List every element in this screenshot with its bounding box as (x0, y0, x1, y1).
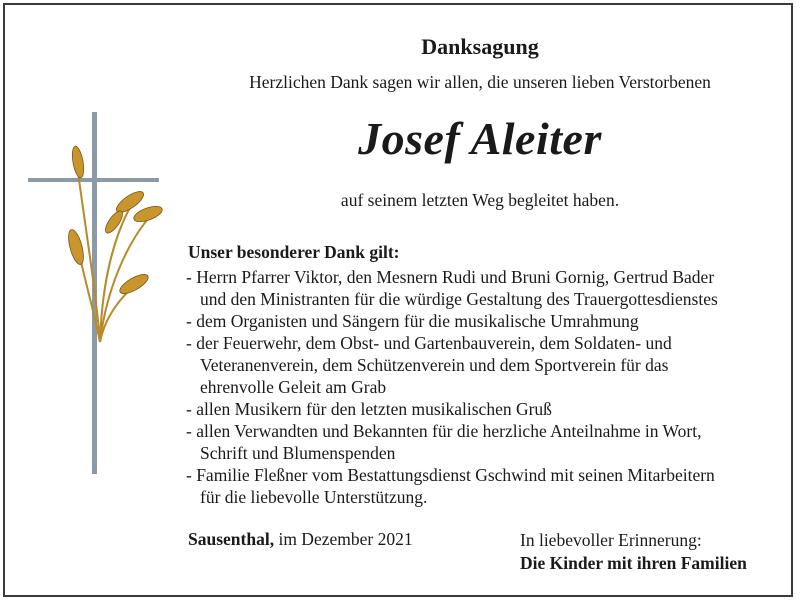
intro-text: Herzlichen Dank sagen wir allen, die unseren lieben Verstorbenen (249, 72, 711, 92)
thanks-line: und den Ministranten für die würdige Gestaltung des Trauergottesdienstes (200, 289, 718, 309)
thanks-heading: Unser besonderer Dank gilt: (188, 242, 400, 262)
place-date (188, 529, 413, 550)
thanks-list (186, 266, 718, 508)
signature-block (520, 529, 747, 575)
thanks-line: für die liebevolle Unterstützung. (200, 487, 428, 507)
thanks-line: - dem Organisten und Sängern für die musikalische Umrahmung (186, 311, 639, 331)
thanks-line: - allen Musikern für den letzten musikalischen Gruß (186, 399, 552, 419)
notice-title: Danksagung (421, 34, 539, 59)
signature: Die Kinder mit ihren Familien (520, 553, 747, 573)
thanks-line: Schrift und Blumenspenden (200, 443, 396, 463)
remembrance-text: In liebevoller Erinnerung: (520, 530, 702, 550)
thanks-line: Veteranenverein, dem Schützenverein und dem Sportverein für das (200, 355, 669, 375)
thanks-line: - Herrn Pfarrer Viktor, den Mesnern Rudi und Bruni Gornig, Gertrud Bader (186, 267, 715, 287)
date: im Dezember 2021 (278, 529, 413, 549)
thanks-line: - Familie Fleßner vom Bestattungsdienst Gschwind mit seinen Mitarbeitern (186, 465, 715, 485)
thanks-line: ehrenvolle Geleit am Grab (200, 377, 387, 397)
closing-text: auf seinem letzten Weg begleitet haben. (340, 190, 620, 210)
cross-with-wheat-icon (26, 112, 166, 477)
thanks-line: - der Feuerwehr, dem Obst- und Gartenbauverein, dem Soldaten- und (186, 333, 672, 353)
deceased-name: Josef Aleiter (358, 113, 602, 164)
place: Sausenthal, (188, 529, 275, 549)
thanks-line: - allen Verwandten und Bekannten für die herzliche Anteilnahme in Wort, (186, 421, 702, 441)
